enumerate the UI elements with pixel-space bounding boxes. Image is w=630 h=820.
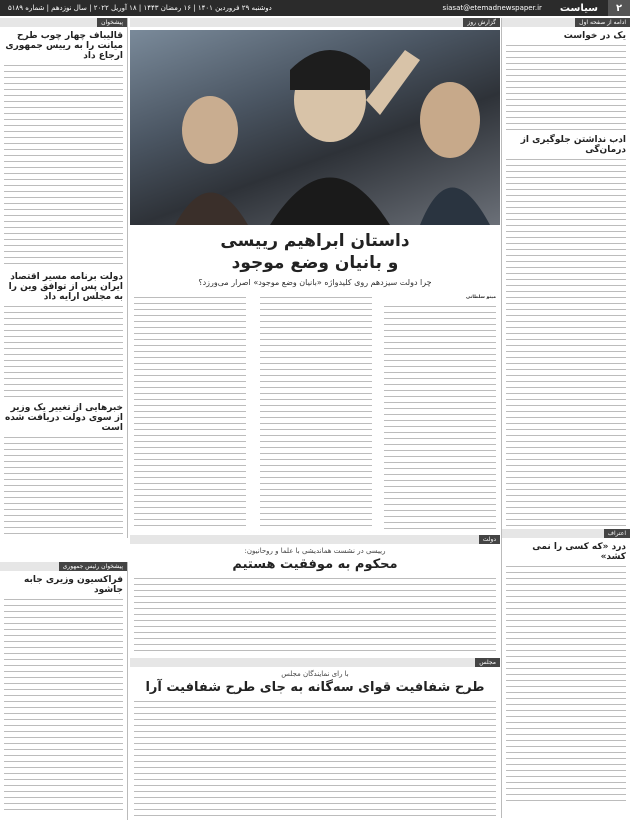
left-article-title-4: فراکسیون وزیری جابه جاشود (24, 575, 123, 595)
right-article-title-1: یک در خواست (563, 31, 626, 41)
parliament-label: مجلس (475, 658, 500, 667)
article-col-1 (380, 295, 500, 529)
president-desk-label: پیشخوان رئیس جمهوری (59, 562, 127, 571)
left-article-title-3: خبرهایی از تغییر یک وزیر از سوی دولت دریافت شده است (4, 403, 123, 433)
mid-article (130, 547, 500, 654)
mid-headline: محکوم به موفقیت هستیم (232, 557, 398, 572)
report-label: گزارش روز (463, 18, 500, 27)
page-number: ۲ (608, 0, 630, 16)
subheadline: چرا دولت سیزدهم روی کلیدواژه «بانیان وضع موجود» اصرار می‌ورزد؟ (198, 278, 432, 287)
byline: مینو سلطانی (465, 295, 496, 300)
left-body-2 (4, 304, 123, 399)
lead-photo (130, 30, 500, 225)
right-article-body-3 (506, 564, 626, 804)
article-body-col-1 (384, 304, 496, 529)
right-column (501, 18, 630, 818)
email-address[interactable]: siasat@etemadnewspaper.ir (442, 4, 542, 12)
bottom-headline: طرح شفافیت قوای سه‌گانه به جای طرح شفافیت آرا (145, 680, 485, 695)
right-article-body-1 (506, 43, 626, 131)
mid-kicker: رییسی در نشست هماندیشی با علما و روحانیون: (244, 547, 386, 555)
section-title: سیاست (559, 2, 598, 14)
top-bar (0, 0, 630, 16)
article-body-col-2 (260, 295, 372, 530)
salute-photo-illustration (130, 30, 500, 225)
left-article-title-2: دولت برنامه مسیر اقتصاد ایران پس از توافق وین را به مجلس ارایه داد (8, 272, 123, 302)
bottom-kicker: با رای نمایندگان مجلس (281, 670, 349, 678)
bottom-article (130, 670, 500, 819)
government-label: دولت (479, 535, 500, 544)
left-article-title-1: قالیباف چهار چوب طرح میانت را به رییس جمهوری ارجاع داد (5, 31, 123, 61)
desk-label: پیشخوان (97, 18, 127, 27)
left-body-3 (4, 435, 123, 538)
issue-date: دوشنبه ۲۹ فروردین ۱۴۰۱ | ۱۶ رمضان ۱۴۴۳ | ۱۸ آوریل ۲۰۲۲ | سال نوزدهم | شماره ۵۱۸۹ (8, 4, 272, 12)
mid-body (134, 576, 496, 654)
right-article-title-2: ادب نداشتن جلوگیری از درمان‌گی (520, 135, 626, 155)
right-article-title-3: درد «که کسی را نمی کشد» (532, 542, 626, 562)
confession-label: اعتراف (604, 529, 630, 538)
left-column (0, 18, 128, 538)
article-col-2 (256, 295, 376, 530)
headline-block (130, 230, 500, 287)
left-lower-column (0, 562, 128, 820)
article-body-col-3 (134, 295, 246, 530)
article-col-3 (130, 295, 250, 530)
headline-line-1: داستان ابراهیم رییسی (220, 231, 410, 251)
left-body-1 (4, 63, 123, 268)
main-section (130, 18, 500, 818)
continued-label: ادامه از صفحه اول (575, 18, 630, 27)
right-article-body-2 (506, 157, 626, 529)
left-body-4 (4, 597, 123, 812)
bottom-body (134, 699, 496, 819)
headline-line-2: و بانیان وضع موجود (231, 253, 399, 273)
